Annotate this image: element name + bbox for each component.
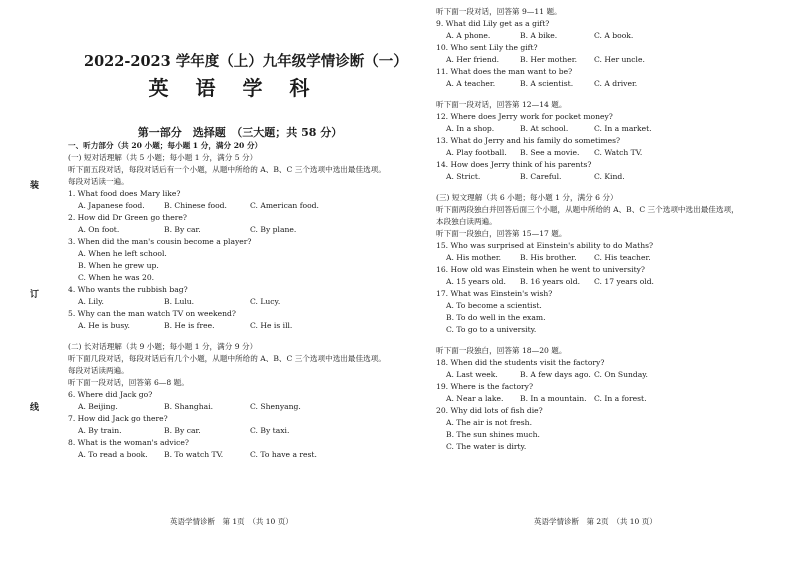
page-footer: 英语学情诊断 第 1页 （共 10 页） (170, 517, 293, 526)
option-c[interactable]: C. A driver. (594, 79, 638, 88)
options-row (68, 425, 398, 437)
option-a[interactable]: A. Near a lake. (446, 394, 504, 403)
options-row (436, 54, 786, 66)
instruction: 本段独白读两遍。 (436, 217, 497, 226)
options-row (436, 78, 786, 90)
options-row (68, 401, 398, 413)
option-b[interactable]: B. A scientist. (520, 79, 574, 88)
option-a[interactable]: A. Her friend. (446, 55, 500, 64)
subsection-title: (二) 长对话理解（共 9 小题；每小题 1 分，满分 9 分） (68, 342, 258, 351)
option-b[interactable]: B. His brother. (520, 253, 577, 262)
option-a[interactable]: A. Lily. (78, 297, 104, 306)
options-row (68, 320, 398, 332)
option-a[interactable]: A. To read a book. (78, 450, 148, 459)
option-c[interactable]: C. To go to a university. (446, 325, 537, 334)
option-b[interactable]: B. He is free. (164, 321, 215, 330)
part-title: 一、听力部分（共 20 小题；每小题 1 分，满分 20 分） (68, 141, 263, 150)
question: 12. Where does Jerry work for pocket money? (436, 112, 613, 121)
question: 19. Where is the factory? (436, 382, 534, 391)
option-a[interactable]: A. When he left school. (78, 249, 167, 258)
question: 10. Who sent Lily the gift? (436, 43, 538, 52)
option-c[interactable]: C. His teacher. (594, 253, 651, 262)
binding-mark-xian: 线 (30, 403, 40, 413)
instruction: 听下面一段对话，回答第 6—8 题。 (68, 378, 189, 387)
page-footer: 英语学情诊断 第 2页 （共 10 页） (534, 517, 657, 526)
option-b[interactable]: B. At school. (520, 124, 569, 133)
options-row (436, 147, 786, 159)
binding-mark-ding: 订 (30, 290, 40, 300)
option-a[interactable]: A. He is busy. (78, 321, 130, 330)
instruction: 听下面一段对话，回答第 12—14 题。 (436, 100, 567, 109)
option-b[interactable]: B. Chinese food. (164, 201, 227, 210)
option-b[interactable]: B. To do well in the exam. (446, 313, 546, 322)
subsection-title: (三) 短文理解（共 6 小题；每小题 1 分，满分 6 分） (436, 193, 618, 202)
question: 5. Why can the man watch TV on weekend? (68, 309, 236, 318)
options-row (436, 276, 786, 288)
option-a[interactable]: A. Japanese food. (78, 201, 145, 210)
option-a[interactable]: A. By train. (78, 426, 122, 435)
options-row (436, 123, 786, 135)
option-b[interactable]: B. A bike. (520, 31, 558, 40)
option-c[interactable]: C. Shenyang. (250, 402, 301, 411)
exam-title: 2022-2023 学年度（上）九年级学情诊断（一） (84, 53, 408, 70)
option-b[interactable]: B. 16 years old. (520, 277, 581, 286)
question: 7. How did Jack go there? (68, 414, 168, 423)
option-c[interactable]: C. By plane. (250, 225, 297, 234)
option-c[interactable]: C. In a forest. (594, 394, 647, 403)
options-row (68, 296, 398, 308)
option-c[interactable]: C. Her uncle. (594, 55, 645, 64)
option-a[interactable]: A. His mother. (446, 253, 502, 262)
instruction: 听下面一段独白，回答第 15—17 题。 (436, 229, 567, 238)
option-c[interactable]: C. The water is dirty. (446, 442, 527, 451)
question: 3. When did the man's cousin become a player? (68, 237, 252, 246)
instruction: 听下面几段对话，每段对话后有几个小题，从题中所给的 A、B、C 三个选项中选出最佳选项。 (68, 354, 386, 363)
right-page (404, 0, 794, 561)
instruction: 听下面两段独白并回答后面三个小题，从题中所给的 A、B、C 三个选项中选出最佳选项， (436, 205, 739, 214)
option-c[interactable]: C. To have a rest. (250, 450, 317, 459)
subsection-title: (一) 短对话理解（共 5 小题；每小题 1 分，满分 5 分） (68, 153, 258, 162)
option-a[interactable]: A. The air is not fresh. (446, 418, 532, 427)
options-row (436, 30, 786, 42)
option-a[interactable]: A. Beijing. (78, 402, 118, 411)
option-a[interactable]: A. Last week. (446, 370, 498, 379)
option-b[interactable]: B. Her mother. (520, 55, 577, 64)
option-b[interactable]: B. Lulu. (164, 297, 195, 306)
instruction: 听下面一段独白，回答第 18—20 题。 (436, 346, 567, 355)
question: 4. Who wants the rubbish bag? (68, 285, 188, 294)
subject-title: 英 语 学 科 (148, 76, 320, 100)
option-c[interactable]: C. By taxi. (250, 426, 290, 435)
option-b[interactable]: B. By car. (164, 426, 201, 435)
option-a[interactable]: A. Play football. (446, 148, 507, 157)
option-a[interactable]: A. 15 years old. (446, 277, 506, 286)
instruction: 每段对话读一遍。 (68, 177, 129, 186)
question: 6. Where did Jack go? (68, 390, 153, 399)
option-b[interactable]: B. A few days ago. (520, 370, 591, 379)
option-a[interactable]: A. A phone. (446, 31, 491, 40)
question: 11. What does the man want to be? (436, 67, 573, 76)
section-title: 第一部分 选择题 （三大题；共 58 分） (137, 126, 343, 139)
options-row (436, 369, 786, 381)
option-b[interactable]: B. When he grew up. (78, 261, 159, 270)
question: 16. How old was Einstein when he went to university? (436, 265, 645, 274)
instruction: 每段对话读两遍。 (68, 366, 129, 375)
question: 14. How does Jerry think of his parents? (436, 160, 592, 169)
question: 15. Who was surprised at Einstein's ability to do Maths? (436, 241, 654, 250)
question: 2. How did Dr Green go there? (68, 213, 187, 222)
option-a[interactable]: A. To become a scientist. (446, 301, 542, 310)
instruction: 听下面一段对话，回答第 9—11 题。 (436, 7, 562, 16)
options-row (436, 252, 786, 264)
option-b[interactable]: B. See a movie. (520, 148, 580, 157)
option-c[interactable]: C. On Sunday. (594, 370, 648, 379)
option-c[interactable]: C. A book. (594, 31, 634, 40)
option-c[interactable]: C. Watch TV. (594, 148, 643, 157)
question: 9. What did Lily get as a gift? (436, 19, 550, 28)
option-b[interactable]: B. To watch TV. (164, 450, 224, 459)
option-c[interactable]: C. American food. (250, 201, 319, 210)
instruction: 听下面五段对话，每段对话后有一个小题，从题中所给的 A、B、C 三个选项中选出最佳选项。 (68, 165, 386, 174)
option-c[interactable]: C. 17 years old. (594, 277, 654, 286)
options-row (68, 200, 398, 212)
right-content (436, 6, 786, 453)
question: 20. Why did lots of fish die? (436, 406, 543, 415)
option-a[interactable]: A. A teacher. (446, 79, 496, 88)
option-a[interactable]: A. On foot. (78, 225, 120, 234)
question: 18. When did the students visit the factory? (436, 358, 605, 367)
option-a[interactable]: A. Strict. (446, 172, 481, 181)
question: 8. What is the woman's advice? (68, 438, 189, 447)
option-c[interactable]: C. In a market. (594, 124, 652, 133)
option-c[interactable]: C. He is ill. (250, 321, 293, 330)
options-row (68, 224, 398, 236)
option-b[interactable]: B. In a mountain. (520, 394, 587, 403)
option-b[interactable]: B. Careful. (520, 172, 562, 181)
option-c[interactable]: C. Lucy. (250, 297, 281, 306)
options-row (436, 171, 786, 183)
left-content (68, 140, 398, 461)
binding-mark-zhuang: 装 (30, 181, 40, 191)
option-b[interactable]: B. The sun shines much. (446, 430, 540, 439)
question: 17. What was Einstein's wish? (436, 289, 553, 298)
options-row (68, 449, 398, 461)
question: 13. What do Jerry and his family do sometimes? (436, 136, 621, 145)
option-b[interactable]: B. Shanghai. (164, 402, 214, 411)
option-c[interactable]: C. Kind. (594, 172, 625, 181)
option-c[interactable]: C. When he was 20. (78, 273, 155, 282)
option-b[interactable]: B. By car. (164, 225, 201, 234)
option-a[interactable]: A. In a shop. (446, 124, 495, 133)
options-row (436, 393, 786, 405)
question: 1. What food does Mary like? (68, 189, 181, 198)
